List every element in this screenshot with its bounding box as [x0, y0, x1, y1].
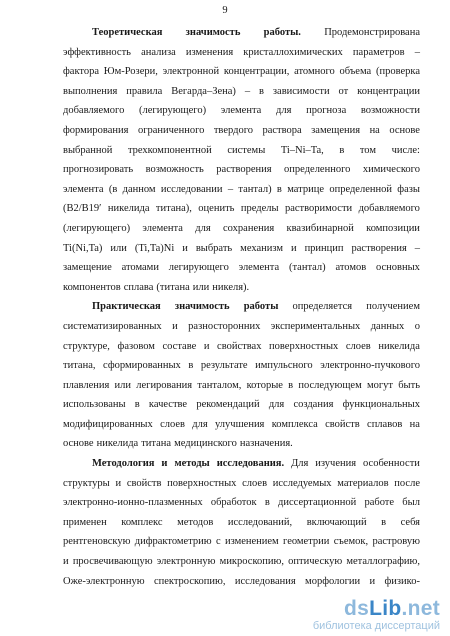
text-line: формирования ограниченного твердого раствора замещения на основе	[63, 124, 420, 136]
text-line: рентгеновскую дифрактометрию с изменением геометрии съемок, растровую	[63, 536, 420, 548]
text-line: элемента (в данном исследовании – тантал) в матрице определенной фазы	[63, 183, 420, 195]
text-line: (легирующего) элемента для сохранения квазибинарной композиции	[63, 222, 420, 234]
document-body	[63, 23, 420, 591]
watermark-subtitle: библиотека диссертаций	[312, 620, 440, 632]
text-line: Практическая значимость работы определяется получением	[92, 301, 420, 313]
text-line: использованы в качестве рекомендаций для создания функциональных	[63, 399, 420, 411]
dslib-logo: dsLib.net	[343, 597, 440, 620]
text-line: фактора Юм-Розери, электронной концентрации, атомного объема (проверка	[63, 66, 420, 78]
text-line: применен комплекс методов исследований, включающий в себя	[63, 516, 420, 528]
text-line: выполнения правила Вегарда–Зена) – в зависимости от концентрации	[63, 85, 420, 97]
text-line: систематизированных и разносторонних экспериментальных данных о	[63, 320, 420, 332]
paragraph	[63, 23, 420, 297]
paragraph	[63, 297, 420, 454]
page-number: 9	[222, 5, 228, 16]
text-line: замещение атомами легирующего элемента (тантал) атомов основных	[63, 262, 420, 274]
text-line: основе никелида титана медицинского назначения.	[63, 438, 293, 450]
paragraph	[63, 454, 420, 591]
text-line: Оже-электронную спектроскопию, исследования морфологии и физико-	[63, 575, 420, 587]
text-line: плавления или легирования танталом, которые в последующем могут быть	[63, 379, 420, 391]
text-line: компонентов сплава (титана или никеля).	[63, 281, 250, 293]
text-line: (B2/B19′ никелида титана), оценить пределы растворимости добавляемого	[63, 203, 420, 215]
text-line: добавляемого (легирующего) элемента для прогноза возможности	[63, 105, 420, 117]
text-line: структуре, фазовом составе и свойствах поверхностных слоев никелида	[63, 340, 420, 352]
text-line: структуры и свойств поверхностных слоев исследуемых материалов после	[63, 477, 420, 489]
watermark	[313, 598, 440, 632]
text-line: модифицированных слоев для улучшения комплекса свойств сплавов на	[63, 418, 420, 430]
text-line: прогнозировать возможность растворения определенного химического	[63, 164, 420, 176]
text-line: титана, сформированных в результате импульсного электронно-пучкового	[63, 360, 420, 372]
text-line: и просвечивающую электронную микроскопию, оптическую металлографию,	[63, 556, 420, 568]
text-line: Теоретическая значимость работы. Продемонстрирована	[92, 27, 420, 38]
text-line: Ti(Ni,Ta) или (Ti,Ta)Ni и выбрать механизм и принцип растворения –	[63, 242, 420, 254]
text-line: выбранной трехкомпонентной системы Ti–Ni–Ta, в том числе:	[63, 144, 420, 156]
text-line: Методология и методы исследования. Для изучения особенности	[92, 458, 420, 470]
text-line: электронно-ионно-плазменных обработок в диссертационной работе был	[63, 497, 420, 509]
text-line: эффективность анализа изменения кристаллохимических параметров –	[63, 46, 420, 58]
